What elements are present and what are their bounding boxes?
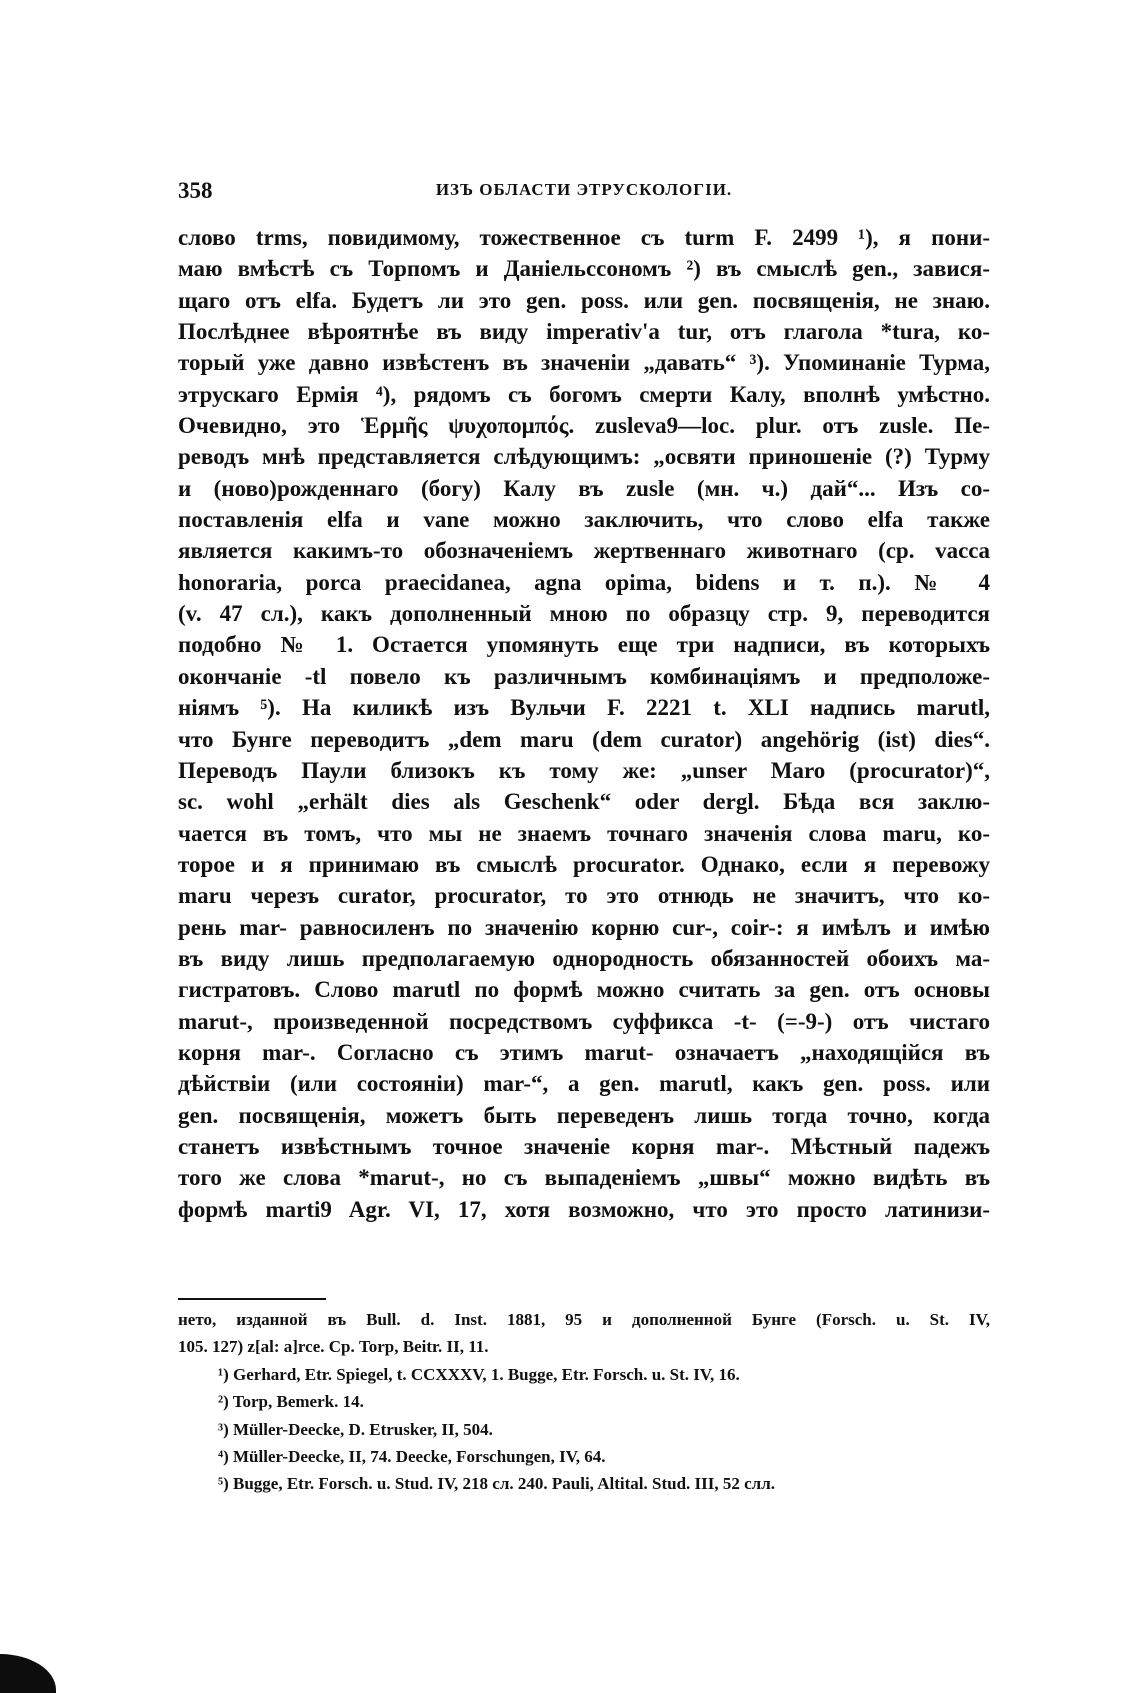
footnote-rule [178, 1298, 326, 1300]
text-line: дѣйствіи (или состояніи) mar-“, а gen. marutl, какъ gen. poss. или [178, 1071, 990, 1097]
text-line: маю вмѣстѣ съ Торпомъ и Даніельссономъ ²) въ смыслѣ gen., завися- [178, 256, 990, 282]
text-line: окончаніе -tl повело къ различнымъ комбинаціямъ и предположе- [178, 663, 990, 689]
footnote-2: ²) Torp, Bemerk. 14. [218, 1392, 364, 1412]
text-line: Очевидно, это Ἑρμῆς ψυχοπομπός. zusleva9—loc. plur. отъ zusle. Пе- [178, 413, 990, 439]
page-header [178, 178, 990, 208]
text-line: gen. посвященія, можетъ быть переведенъ лишь тогда точно, когда [178, 1102, 990, 1128]
text-line: реводъ мнѣ представляется слѣдующимъ: „освяти приношеніе (?) Турму [178, 444, 990, 470]
text-line: этрускаго Ермія ⁴), рядомъ съ богомъ смерти Калу, вполнѣ умѣстно. [178, 381, 990, 407]
text-line: щаго отъ elfa. Будетъ ли это gen. poss. или gen. посвященія, не знаю. [178, 287, 990, 313]
main-text [178, 222, 990, 1225]
text-line: honoraria, porca praecidanea, agna opima, bidens и т. п.). № 4 [178, 569, 990, 595]
text-line: подобно № 1. Остается упомянуть еще три надписи, въ которыхъ [178, 632, 990, 658]
text-line: marut-, произведенной посредствомъ суффикса -t- (=-9-) отъ чистаго [178, 1008, 990, 1034]
text-line: и (ново)рожденнаго (богу) Калу въ zusle (мн. ч.) дай“... Изъ со- [178, 475, 990, 501]
text-line: является какимъ-то обозначеніемъ жертвеннаго животнаго (ср. vacca [178, 538, 990, 564]
scan-edge-shadow [0, 1654, 56, 1693]
footnote-1: ¹) Gerhard, Etr. Spiegel, t. CCXXXV, 1. Bugge, Etr. Forsch. u. St. IV, 16. [218, 1364, 740, 1384]
text-line: рень mar- равносиленъ по значенію корню cur-, coir-: я имѣлъ и имѣю [178, 914, 990, 940]
text-line: чается въ томъ, что мы не знаемъ точнаго значенія слова maru, ко- [178, 820, 990, 846]
text-line: торый уже давно извѣстенъ въ значеніи „давать“ ³). Упоминаніе Турма, [178, 350, 990, 376]
footnote-continuation-line: 105. 127) z[al: a]rce. Ср. Torp, Beitr. II, 11. [178, 1337, 489, 1357]
text-line: sc. wohl „erhält dies als Geschenk“ oder dergl. Бѣда вся заклю- [178, 789, 990, 815]
text-line: Переводъ Паули близокъ къ тому же: „unser Maro (procurator)“, [178, 757, 990, 783]
page-number: 358 [178, 178, 213, 203]
running-title: ИЗЪ ОБЛАСТИ ЭТРУСКОЛОГІИ. [435, 180, 733, 199]
text-line: ніямъ ⁵). На киликѣ изъ Вульчи F. 2221 t. XLI надпись marutl, [178, 695, 990, 721]
text-line: торое и я принимаю въ смыслѣ procurator. Однако, если я перевожу [178, 851, 990, 877]
text-line: формѣ marti9 Agr. VI, 17, хотя возможно, что это просто латинизи- [178, 1196, 990, 1222]
footnote-3: ³) Müller-Deecke, D. Etrusker, II, 504. [218, 1419, 493, 1439]
text-line: (v. 47 сл.), какъ дополненный мною по образцу стр. 9, переводится [178, 601, 990, 627]
text-line: слово trms, повидимому, тожественное съ turm F. 2499 ¹), я пони- [178, 225, 990, 250]
text-line: станетъ извѣстнымъ точное значеніе корня mar-. Мѣстный падежъ [178, 1133, 990, 1159]
text-line: того же слова *marut-, но съ выпаденіемъ „швы“ можно видѣть въ [178, 1165, 990, 1191]
text-line: въ виду лишь предполагаемую однородность обязанностей обоихъ ма- [178, 945, 990, 971]
text-line: maru черезъ curator, procurator, то это отнюдь не значитъ, что ко- [178, 883, 990, 909]
text-line: гистратовъ. Слово marutl по формѣ можно считать за gen. отъ основы [178, 977, 990, 1003]
footnotes [178, 1306, 990, 1498]
footnote-5: ⁵) Bugge, Etr. Forsch. u. Stud. IV, 218 сл. 240. Pauli, Altital. Stud. III, 52 слл. [218, 1474, 775, 1494]
footnote-continuation-line: нето, изданной въ Bull. d. Inst. 1881, 95 и дополненной Бунге (Forsch. u. St. IV, [178, 1310, 990, 1329]
text-line: Послѣднее вѣроятнѣе въ виду imperativ'а tur, отъ глагола *tura, ко- [178, 319, 990, 345]
text-line: что Бунге переводитъ „dem maru (dem curator) angehörig (ist) dies“. [178, 726, 990, 752]
text-line: поставленія elfa и vane можно заключить, что слово elfa также [178, 507, 990, 533]
text-line: корня mar-. Согласно съ этимъ marut- означаетъ „находящійся въ [178, 1039, 990, 1065]
footnote-4: ⁴) Müller-Deecke, II, 74. Deecke, Forschungen, IV, 64. [218, 1446, 606, 1466]
